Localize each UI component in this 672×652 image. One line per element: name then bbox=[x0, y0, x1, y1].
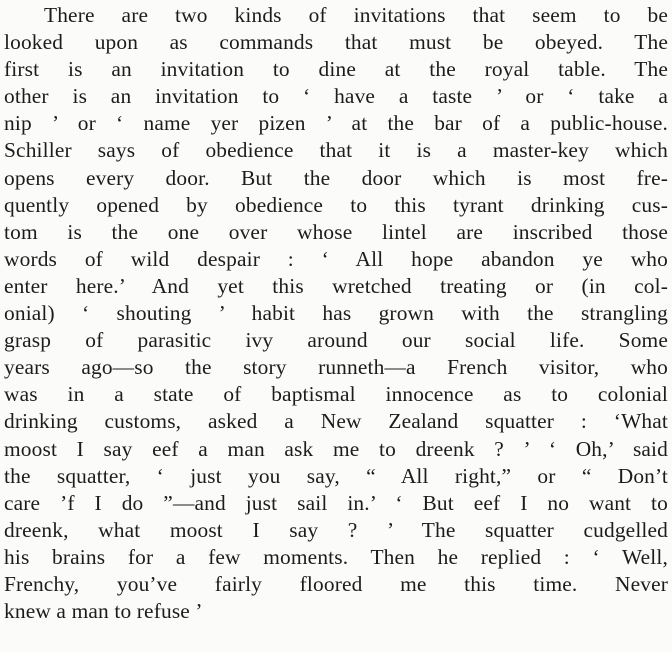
article-line: onial) ‘ shouting ’ habit has grown with the strangling bbox=[4, 301, 668, 326]
article-line: first is an invitation to dine at the royal table. The bbox=[4, 57, 668, 82]
article-line: looked upon as commands that must be obeyed. The bbox=[4, 30, 668, 55]
article-line: years ago—so the story runneth—a French visitor, who bbox=[4, 355, 668, 380]
article-line: nip ’ or ‘ name yer pizen ’ at the bar of a public-house. bbox=[4, 111, 668, 136]
article-line: care ’f I do ”—and just sail in.’ ‘ But eef I no want to bbox=[4, 490, 668, 515]
article-line: other is an invitation to ‘ have a taste ’ or ‘ take a bbox=[4, 84, 668, 109]
article-line: enter here.’ And yet this wretched treating or (in col- bbox=[4, 273, 668, 298]
article-line: opens every door. But the door which is most fre- bbox=[4, 165, 668, 190]
article-line: quently opened by obedience to this tyrant drinking cus- bbox=[4, 192, 668, 217]
article-line: dreenk, what moost I say ? ’ The squatter cudgelled bbox=[4, 517, 668, 542]
article-line: the squatter, ‘ just you say, “ All right,” or “ Don’t bbox=[4, 463, 668, 488]
article-line: drinking customs, asked a New Zealand squatter : ‘What bbox=[4, 409, 668, 434]
article-line: was in a state of baptismal innocence as to colonial bbox=[4, 382, 668, 407]
article-line: knew a man to refuse ’ bbox=[4, 599, 203, 624]
article-line: Frenchy, you’ve fairly floored me this time. Never bbox=[4, 571, 668, 596]
article-line: grasp of parasitic ivy around our social life. Some bbox=[4, 328, 668, 353]
article-line: tom is the one over whose lintel are inscribed those bbox=[4, 219, 668, 244]
article-line: his brains for a few moments. Then he replied : ‘ Well, bbox=[4, 544, 668, 569]
article-line: Schiller says of obedience that it is a master-key which bbox=[4, 138, 668, 163]
article-line: words of wild despair : ‘ All hope abandon ye who bbox=[4, 246, 668, 271]
article-line: There are two kinds of invitations that seem to be bbox=[44, 3, 668, 27]
article-line: moost I say eef a man ask me to dreenk ? ’ ‘ Oh,’ said bbox=[4, 436, 668, 461]
article-body bbox=[4, 2, 668, 625]
